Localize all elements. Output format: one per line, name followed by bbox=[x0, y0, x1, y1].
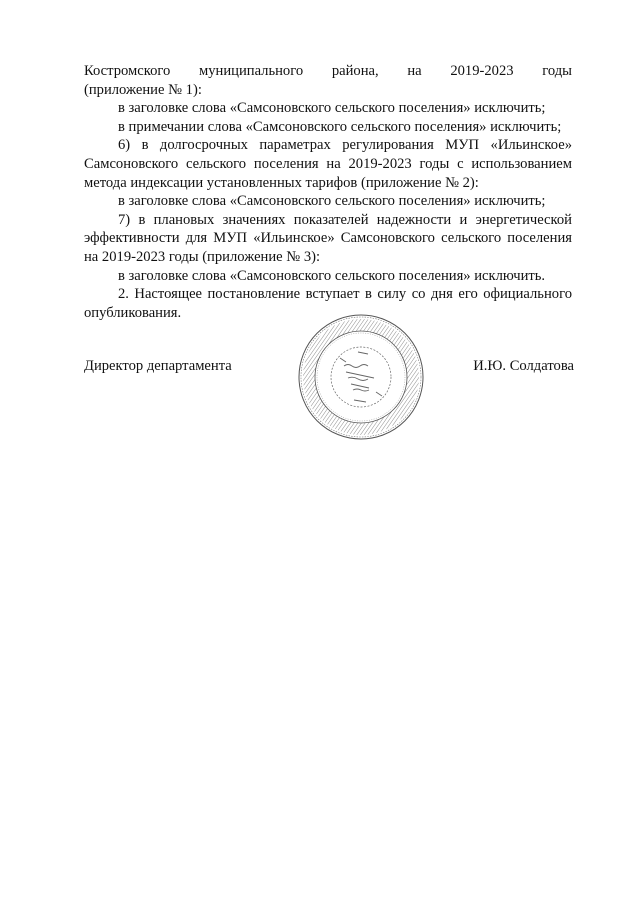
paragraph-9: 2. Настоящее постановление вступает в силу со дня его официального опубликования. bbox=[84, 286, 572, 321]
signatory-name: И.Ю. Солдатова bbox=[473, 358, 574, 374]
signatory-position: Директор департамента bbox=[84, 358, 232, 374]
paragraph-5: 6) в долгосрочных параметрах регулирования МУП «Ильинское» Самсоновского сельского поселения на 2019-2023 годы с использованием метода индексации установленных тарифов (приложение № 2): bbox=[84, 137, 572, 191]
paragraph-1: Костромского муниципального района, на 2019-2023 годы bbox=[84, 63, 572, 79]
seal-graphic bbox=[296, 312, 426, 442]
official-seal-stamp bbox=[296, 312, 426, 442]
document-body bbox=[84, 62, 572, 322]
paragraph-6: в заголовке слова «Самсоновского сельского поселения» исключить; bbox=[118, 193, 546, 210]
paragraph-4: в примечании слова «Самсоновского сельского поселения» исключить; bbox=[118, 118, 562, 135]
paragraph-2: (приложение № 1): bbox=[84, 81, 202, 98]
paragraph-3: в заголовке слова «Самсоновского сельского поселения» исключить; bbox=[118, 100, 546, 117]
paragraph-8: в заголовке слова «Самсоновского сельского поселения» исключить. bbox=[118, 267, 546, 284]
paragraph-7: 7) в плановых значениях показателей надежности и энергетической эффективности для МУП «Ильинское» Самсоновского сельского поселения на 2019-2023 годы (приложение № 3): bbox=[84, 211, 572, 265]
